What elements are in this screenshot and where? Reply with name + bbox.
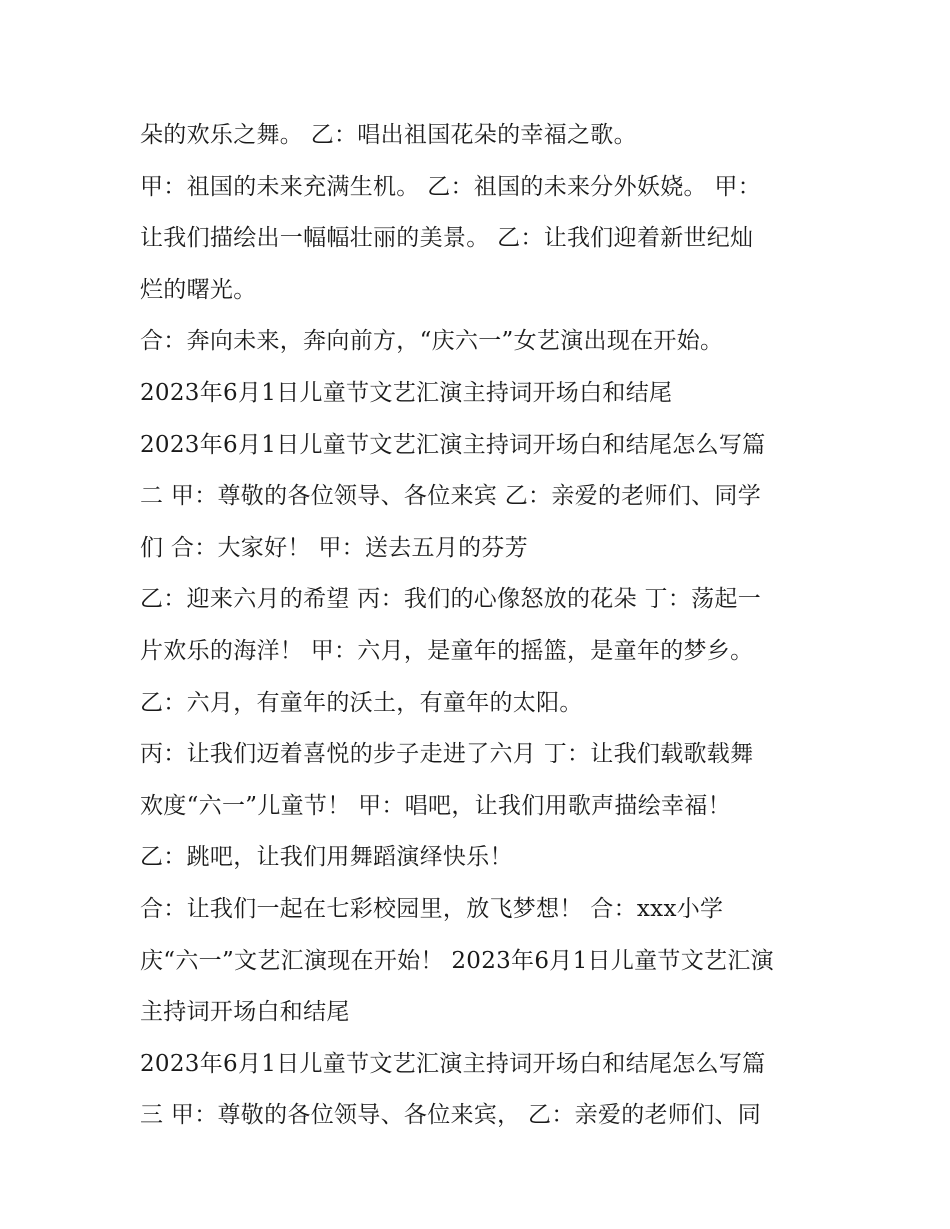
text-line: 丙：让我们迈着喜悦的步子走进了六月 丁：让我们载歌载舞 [140,741,754,768]
text-line: 2023年6月1日儿童节文艺汇演主持词开场白和结尾怎么写篇 [140,431,766,458]
text-line: 合：奔向未来，奔向前方，“庆六一”女艺演出现在开始。 [140,328,724,355]
text-line: 乙：六月，有童年的沃土，有童年的太阳。 [140,689,583,716]
document-body [140,110,840,1142]
text-line: 们 合：大家好！ 甲：送去五月的芬芳 [140,534,529,561]
text-line: 欢度“六一”儿童节！ 甲：唱吧，让我们用歌声描绘幸福！ [140,792,731,819]
text-line: 片欢乐的海洋！ 甲：六月，是童年的摇篮，是童年的梦乡。 [140,637,754,664]
text-line: 乙：跳吧，让我们用舞蹈演绎快乐！ [140,844,513,871]
text-line: 三 甲：尊敬的各位领导、各位来宾， 乙：亲爱的老师们、同 [140,1102,762,1129]
text-line: 朵的欢乐之舞。 乙：唱出祖国花朵的幸福之歌。 [140,122,637,148]
text-line: 合：让我们一起在七彩校园里，放飞梦想！ 合：xxx小学 [140,895,724,922]
text-line: 二 甲：尊敬的各位领导、各位来宾 乙：亲爱的老师们、同学 [140,483,762,510]
text-line: 2023年6月1日儿童节文艺汇演主持词开场白和结尾 [140,379,673,406]
text-line: 烂的曙光。 [140,276,257,303]
text-line: 乙：迎来六月的希望 丙：我们的心像怒放的花朵 丁：荡起一 [140,586,762,613]
text-line: 庆“六一”文艺汇演现在开始！ 2023年6月1日儿童节文艺汇演 [140,947,774,974]
text-line: 2023年6月1日儿童节文艺汇演主持词开场白和结尾怎么写篇 [140,1050,766,1077]
text-line: 让我们描绘出一幅幅壮丽的美景。 乙：让我们迎着新世纪灿 [140,225,754,252]
text-line: 甲：祖国的未来充满生机。 乙：祖国的未来分外妖娆。 甲： [140,173,762,200]
text-line: 主持词开场白和结尾 [140,999,350,1026]
